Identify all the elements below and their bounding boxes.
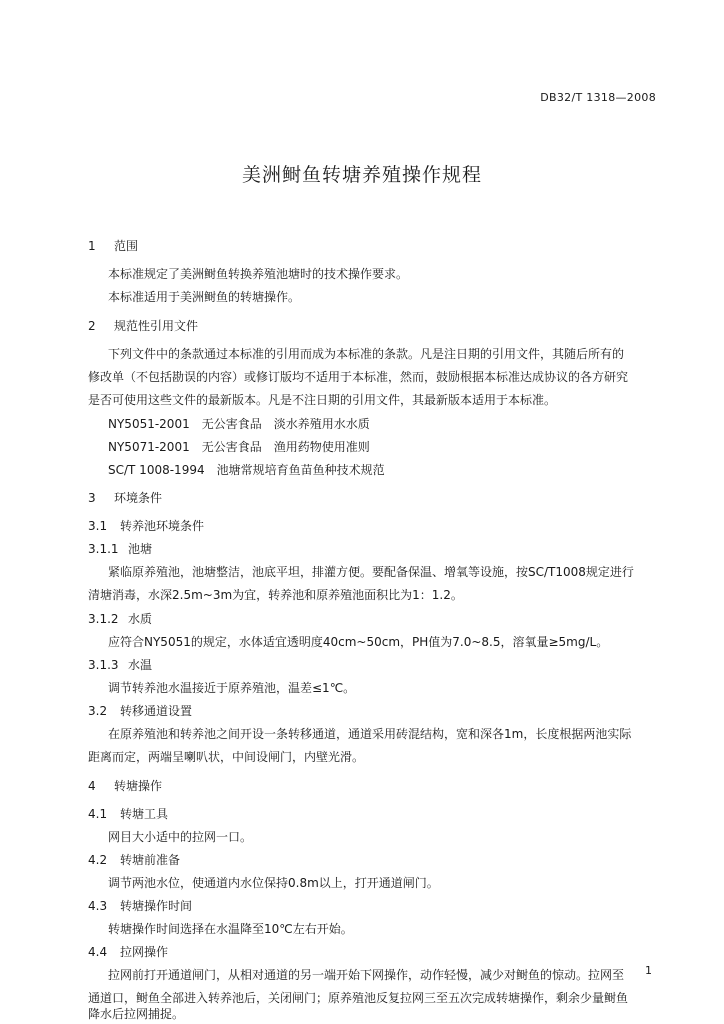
section-number: 4	[88, 779, 96, 793]
section-number: 3.2	[88, 704, 108, 718]
section-title: 环境条件	[114, 491, 163, 505]
section-title: 转移通道设置	[120, 704, 193, 718]
paragraph-line: 清塘消毒，水深2.5m~3m为宜，转养池和原养殖池面积比为1：1.2。	[88, 588, 463, 602]
paragraph-line: 通道口，鲥鱼全部进入转养池后，关闭闸门；原养殖池反复拉网三至五次完成转塘操作，剩余少量鲥鱼	[88, 991, 629, 1005]
section-title: 池塘	[128, 542, 153, 556]
paragraph: 本标准规定了美洲鲥鱼转换养殖池塘时的技术操作要求。	[108, 267, 409, 281]
paragraph-line: 距离而定，两端呈喇叭状，中间设闸门，内壁光滑。	[88, 750, 365, 764]
paragraph-line: 拉网前打开通道闸门，从相对通道的另一端开始下网操作，动作轻慢，减少对鲥鱼的惊动。拉网至	[108, 968, 625, 982]
subsection-heading	[88, 703, 192, 719]
section-heading-4	[88, 778, 162, 794]
subsection-heading	[88, 806, 168, 822]
section-number: 1	[88, 239, 96, 253]
section-heading-3	[88, 490, 162, 506]
section-title: 拉网操作	[120, 945, 169, 959]
paragraph-line: 是否可使用这些文件的最新版本。凡是不注日期的引用文件，其最新版本适用于本标准。	[88, 393, 557, 407]
paragraph-line: 在原养殖池和转养池之间开设一条转移通道，通道采用砖混结构，宽和深各1m，长度根据两池实际	[108, 727, 632, 741]
section-title: 转塘前准备	[120, 853, 181, 867]
reference-item: NY5051-2001 无公害食品 淡水养殖用水水质	[108, 417, 370, 431]
section-number: 3	[88, 491, 96, 505]
paragraph-line: 网目大小适中的拉网一口。	[108, 830, 253, 844]
document-title: 美洲鲥鱼转塘养殖操作规程	[241, 164, 482, 186]
subsection-heading	[88, 611, 152, 627]
paragraph-line: 下列文件中的条款通过本标准的引用而成为本标准的条款。凡是注日期的引用文件，其随后所有的	[108, 347, 625, 361]
section-number: 2	[88, 319, 96, 333]
section-title: 转塘工具	[120, 807, 169, 821]
paragraph-line: 调节两池水位，使通道内水位保持0.8m以上，打开通道闸门。	[108, 876, 439, 890]
subsection-heading	[88, 541, 152, 557]
reference-item: NY5071-2001 无公害食品 渔用药物使用准则	[108, 440, 370, 454]
standard-code: DB32/T 1318—2008	[540, 91, 656, 104]
section-number: 4.4	[88, 945, 108, 959]
section-number: 4.1	[88, 807, 108, 821]
subsection-heading	[88, 944, 168, 960]
section-number: 3.1.2	[88, 612, 119, 626]
section-title: 范围	[114, 239, 139, 253]
paragraph-line: 降水后拉网捕捉。	[88, 1007, 185, 1021]
paragraph-line: 调节转养池水温接近于原养殖池，温差≤1℃。	[108, 681, 356, 695]
section-number: 3.1.1	[88, 542, 119, 556]
subsection-heading	[88, 657, 152, 673]
section-title: 水质	[128, 612, 153, 626]
subsection-heading	[88, 898, 192, 914]
paragraph-line: 应符合NY5051的规定，水体适宜透明度40cm~50cm，PH值为7.0~8.5，溶氧量≥5mg/L。	[108, 635, 609, 649]
section-title: 规范性引用文件	[114, 319, 199, 333]
reference-item: SC/T 1008-1994 池塘常规培育鱼苗鱼种技术规范	[108, 463, 385, 477]
section-heading-1	[88, 238, 138, 254]
paragraph-line: 紧临原养殖池，池塘整洁，池底平坦，排灌方便。要配备保温、增氧等设施，按SC/T1008规定进行	[108, 565, 634, 579]
section-number: 3.1	[88, 519, 108, 533]
subsection-heading	[88, 852, 180, 868]
paragraph-line: 修改单（不包括勘误的内容）或修订版均不适用于本标准，然而，鼓励根据本标准达成协议的各方研究	[88, 370, 629, 384]
section-title: 转塘操作时间	[120, 899, 193, 913]
section-title: 转塘操作	[114, 779, 163, 793]
section-title: 转养池环境条件	[120, 519, 205, 533]
paragraph-line: 转塘操作时间选择在水温降至10℃左右开始。	[108, 922, 353, 936]
subsection-heading	[88, 518, 204, 534]
paragraph: 本标准适用于美洲鲥鱼的转塘操作。	[108, 290, 301, 304]
section-heading-2	[88, 318, 198, 334]
page-number: 1	[645, 964, 652, 977]
section-number: 4.3	[88, 899, 108, 913]
section-title: 水温	[128, 658, 153, 672]
section-number: 3.1.3	[88, 658, 119, 672]
section-number: 4.2	[88, 853, 108, 867]
